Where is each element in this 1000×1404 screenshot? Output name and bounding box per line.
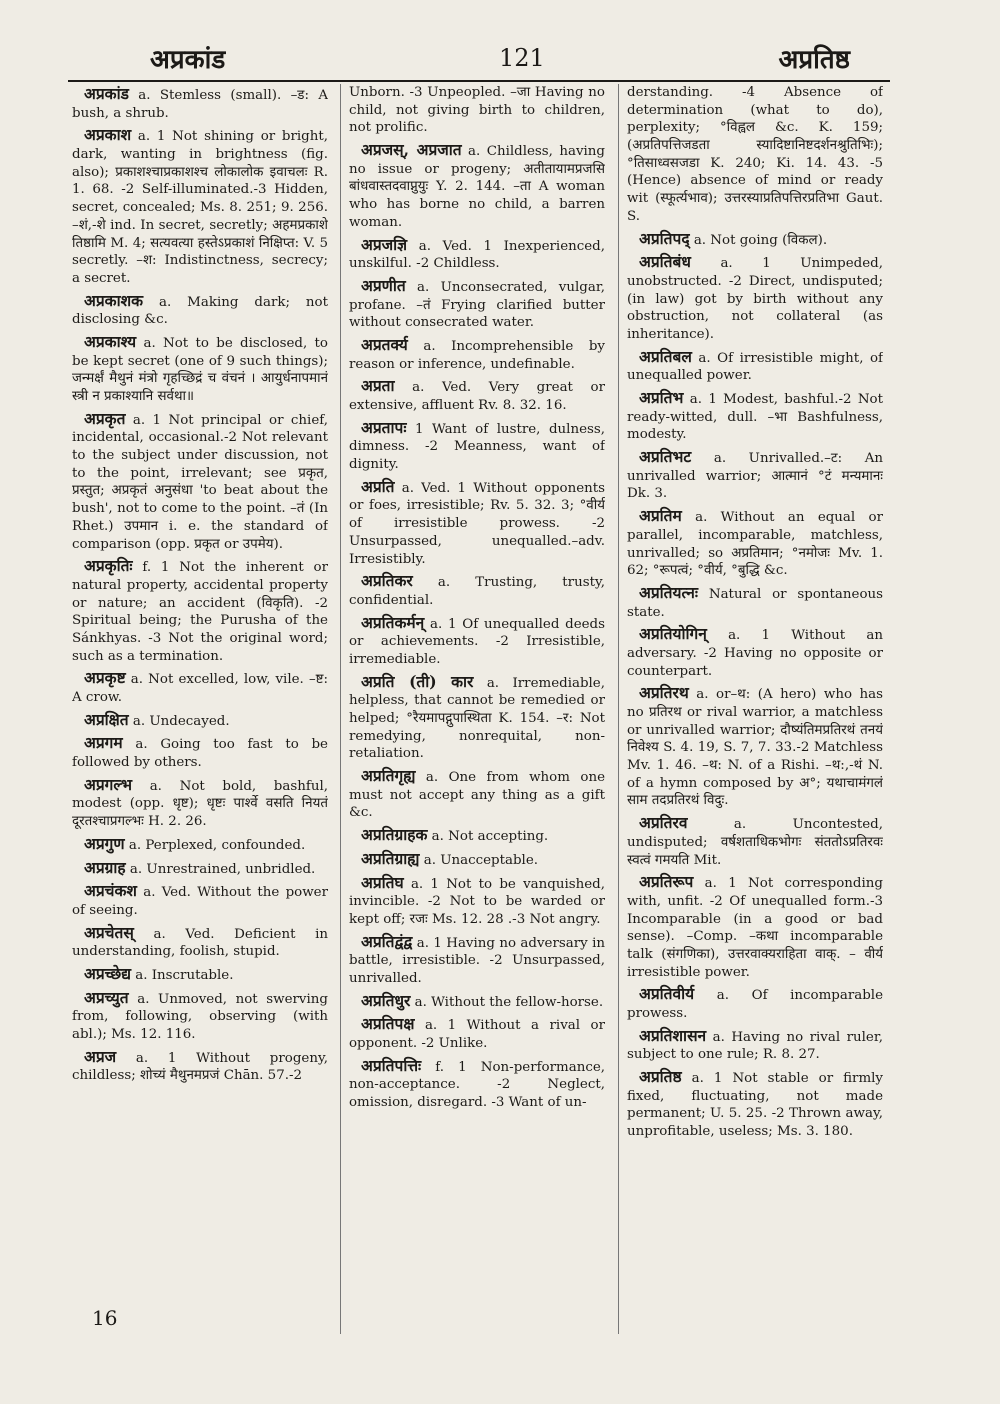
entry-headword: अप्रतियोगिन् (639, 624, 707, 644)
entry-headword: अप्रतापः (361, 417, 407, 437)
entry-headword: अप्रच्छेद्य (84, 963, 131, 983)
dictionary-entry (627, 388, 883, 444)
entry-definition: a. Childless, having no issue or progeny; अतीतायामप्रजसि बांधवास्तदवाप्नुयुः Y. 2. 144. –ता A woman who has borne no child, a barren woman. (349, 144, 605, 230)
entry-headword: अप्रतिघ (361, 872, 404, 892)
entry-definition: a. Having no rival ruler, subject to one rule; R. 8. 27. (627, 1029, 883, 1063)
entry-headword: अप्रतिभट (639, 447, 692, 467)
dictionary-entry (72, 733, 328, 771)
entry-definition: a. 1 Not to be vanquished, invincible. -2 Not to be warded or kept off; रजः Ms. 12. 28 .-3 Not angry. (349, 876, 605, 927)
dictionary-entry (627, 84, 883, 226)
entry-definition: a. Going too fast to be followed by others. (72, 737, 328, 771)
dictionary-entry (627, 506, 883, 580)
entry-definition: f. 1 Not the inherent or natural property, accidental property or nature; an accident (विकृति). -2 Spiritual being; the Purusha of the Sánkhyas. -3 Not the original word; such as a termination. (72, 560, 328, 664)
entry-definition: a. 1 Without an adversary. -2 Having no opposite or counterpart. (627, 628, 883, 679)
entry-headword: अप्रतियत्नः (639, 582, 698, 602)
dictionary-entry (349, 376, 605, 414)
entry-headword: अप्रतिपद् (639, 228, 690, 248)
dictionary-entry (627, 1067, 883, 1141)
entry-headword: अप्रकृतिः (84, 556, 133, 576)
dictionary-entry (349, 613, 605, 669)
dictionary-entry (72, 291, 328, 329)
entry-headword: अप्रगम (84, 733, 123, 753)
dictionary-entry (349, 766, 605, 822)
dictionary-entry (72, 409, 328, 554)
entry-definition: a. Not excelled, low, vile. –ष्ट: A crow. (72, 672, 328, 705)
entry-headword: अप्रति (ती) कार (361, 671, 474, 691)
entry-headword: अप्रतिपक्ष (361, 1014, 415, 1034)
dictionary-entry (72, 556, 328, 665)
entry-definition: a. 1 Not principal or chief, incidental, occasional.-2 Not relevant to the subject under discussion, not to the point, irrelevant; see प्रकृत, प्रस्तुत; अप्रकृतं अनुसंधा 'to beat about the bush', not to come to the point. –तं (In Rhet.) उपमान i. e. the standard of comparison (opp. प्रकृत or उपमेय). (72, 412, 328, 552)
entry-definition: Unborn. -3 Unpeopled. –जा Having no child, not giving birth to children, not prolific. (349, 85, 605, 136)
entry-definition: a. 1 Of unequalled deeds or achievements. -2 Irresistible, irremediable. (349, 616, 605, 667)
entry-definition: a. Ved. 1 Without opponents or foes, irresistible; Rv. 5. 32. 3; °वीर्य of irresistible prowess. -2 Unsurpassed, unequalled.–adv. Irresistibly. (349, 480, 605, 567)
entry-definition: a. Not to be disclosed, to be kept secret (one of 9 such things); जन्मर्क्षं मैथुनं मंत्रो गृहच्छिद्रं च वंचनं । आयुर्धनापमानं स्त्री न प्रकाश्यानि सर्वथा॥ (72, 335, 328, 404)
dictionary-entry (349, 1014, 605, 1052)
dictionary-entry (627, 229, 883, 250)
entry-definition: a. 1 Not shining or bright, dark, wanting in brightness (fig. also); प्रकाशश्चाप्रकाशश्च लोकालोक इवाचलः R. 1. 68. -2 Self-illuminated.-3 Hidden, secret, concealed; Ms. 8. 251; 9. 256. –शं,-शे ind. In secret, secretly; अहमप्रकाशे तिष्ठामि M. 4; सत्यवत्या हस्तेऽप्रकाशं निक्षिप्त: V. 5 secretly. –श: Indistinctness, secrecy; a secret. (72, 129, 328, 286)
entry-definition: a. Unrestrained, unbridled. (129, 861, 316, 877)
dictionary-entry (349, 418, 605, 474)
entry-headword: अप्रतिद्वंद्व (361, 931, 413, 951)
entry-definition: a. or–थ: (A hero) who has no प्रतिरथ or rival warrior, a matchless or unrivalled warrior; दौष्यंतिमप्रतिरथं तनयं निवेश्य S. 4. 19, S. 7, 7. 33.-2 Matchless Mv. 1. 46. –थ: N. of a Rishi. –थ:,-थं N. of a hymn composed by अ°; यथाचामंगलं साम तदप्रतिरथं विदुः. (627, 687, 883, 809)
dictionary-entry (349, 672, 605, 763)
dictionary-entry (72, 84, 328, 122)
entry-definition: a. Uncontested, undisputed; वर्षशताधिकभोगः संततोऽप्रतिरवः स्वत्वं गमयति Mit. (627, 817, 883, 868)
dictionary-entry (349, 1056, 605, 1112)
entry-headword: अप्रकाश (84, 125, 132, 145)
running-head-left-word: अप्रकांड (150, 45, 226, 75)
page-number: 121 (498, 44, 545, 72)
entry-headword: अप्रगुण (84, 833, 125, 853)
entry-definition: f. 1 Non-performance, non-acceptance. -2 Neglect, omission, disregard. -3 Want of un- (349, 1059, 605, 1111)
entry-headword: अप्रचंकश (84, 881, 137, 901)
entry-definition: a. Undecayed. (132, 713, 230, 729)
dictionary-entry (72, 775, 328, 831)
dictionary-entry (72, 332, 328, 406)
dictionary-entry (72, 834, 328, 855)
dictionary-entry (627, 252, 883, 343)
dictionary-entry (627, 447, 883, 503)
entry-definition: a. 1 Without a rival or opponent. -2 Unlike. (349, 1018, 605, 1051)
entry-headword: अप्रतिरथ (639, 683, 689, 703)
signature-mark: 16 (92, 1306, 118, 1330)
column-2 (340, 84, 605, 1334)
dictionary-entry (349, 276, 605, 332)
entry-definition: a. Perplexed, confounded. (128, 837, 306, 853)
entry-headword: अप्रणीत (361, 275, 406, 295)
header-rule (68, 80, 890, 82)
entry-headword: अप्रकृत (84, 408, 126, 428)
entry-definition: a. 1 Not stable or firmly fixed, fluctuating, not made permanent; U. 5. 25. -2 Thrown away, unprofitable, useless; Ms. 3. 180. (627, 1071, 883, 1140)
entry-definition: a. Of irresistible might, of unequalled power. (627, 350, 883, 384)
entry-definition: a. Unrivalled.–ट: An unrivalled warrior; आत्मानं °टं मन्यमानः Dk. 3. (627, 451, 883, 502)
entry-headword: अप्रतिरव (639, 813, 688, 833)
dictionary-entry (627, 583, 883, 621)
entry-definition: derstanding. -4 Absence of determination (what to do), perplexity; °विह्वल &c. K. 159; (अप्रतिपत्तिजडता स्यादिष्टानिष्टदर्शनश्रुतिभिः); °तिसाध्वसजडा K. 240; Ki. 14. 43. -5 (Hence) absence of mind or ready wit (स्फूर्त्यभाव); उत्तरस्याप्रतिपत्तिरप्रतिभा Gaut. S. (627, 85, 883, 224)
dictionary-entry (627, 872, 883, 981)
entry-headword: अप्रजज्ञि (361, 234, 408, 254)
entry-definition: a. Without an equal or parallel, incomparable, matchless, unrivalled; so अप्रतिमान; °नमोजः Mv. 1. 62; °रूपत्वं; °वीर्य, °बुद्धि &c. (627, 510, 883, 579)
entry-headword: अप्रता (361, 376, 395, 396)
entry-definition: a. Not bold, bashful, modest (opp. धृष्ट); धृष्टः पार्श्वे वसति नियतं दूरतश्चाप्रगल्भः H. 2. 26. (72, 778, 328, 830)
dictionary-entry (627, 347, 883, 385)
entry-definition: 1 Want of lustre, dulness, dimness. -2 Meanness, want of dignity. (349, 421, 605, 473)
entry-definition: a. Making dark; not disclosing &c. (72, 294, 328, 328)
dictionary-entry (349, 873, 605, 929)
entry-definition: a. Not going (विकल). (693, 232, 828, 248)
entry-headword: अप्रतिपत्तिः (361, 1055, 422, 1075)
entry-headword: अप्रतिवीर्य (639, 984, 695, 1004)
entry-definition: a. Incomprehensible by reason or inference, undefinable. (349, 338, 605, 372)
entry-definition: a. 1 Modest, bashful.-2 Not ready-witted, dull. –भा Bashfulness, modesty. (627, 392, 883, 443)
entry-headword: अप्रतिबल (639, 346, 692, 366)
column-3 (618, 84, 883, 1334)
entry-headword: अप्रकृष्ट (84, 668, 126, 688)
dictionary-entry (349, 477, 605, 568)
dictionary-entry (72, 710, 328, 731)
entry-definition: a. Of incomparable prowess. (627, 988, 883, 1021)
dictionary-entry (72, 1047, 328, 1085)
dictionary-entry (349, 849, 605, 870)
entry-definition: a. Inscrutable. (135, 967, 234, 983)
entry-headword: अप्रतिकर (361, 571, 413, 591)
dictionary-entry (627, 624, 883, 680)
entry-headword: अप्रतिष्ठ (639, 1067, 682, 1087)
entry-headword: अप्रतिम (639, 506, 682, 526)
dictionary-entry (349, 84, 605, 137)
dictionary-entry (349, 571, 605, 609)
entry-headword: अप्रतिभ (639, 388, 684, 407)
running-head-right-word: अप्रतिष्ठ (778, 45, 850, 75)
entry-headword: अप्रकाशक (84, 290, 144, 310)
dictionary-entry (627, 683, 883, 810)
entry-headword: अप्रतर्क्य (361, 334, 408, 354)
entry-definition: a. Without the fellow-horse. (414, 994, 604, 1010)
entry-headword: अप्रकाश्य (84, 331, 137, 351)
entry-headword: अप्रजस्, अप्रजात (361, 140, 462, 160)
entry-definition: a. Not accepting. (431, 829, 549, 845)
dictionary-entry (349, 235, 605, 273)
entry-definition: a. Stemless (small). –ड: A bush, a shrub. (72, 88, 328, 121)
entry-definition: a. Unmoved, not swerving from, following, observing (with abl.); Ms. 12. 116. (72, 991, 328, 1042)
running-head (150, 38, 850, 78)
dictionary-entry (72, 923, 328, 961)
dictionary-entry (349, 825, 605, 846)
entry-headword: अप्रतिकर्मन् (361, 612, 425, 632)
entry-headword: अप्रगल्भ (84, 774, 133, 794)
entry-definition: a. One from whom one must not accept any thing as a gift &c. (349, 770, 605, 821)
column-1 (72, 84, 328, 1334)
entry-definition: a. Irremediable, helpless, that cannot be remedied or helped; °रैयमापद्गुपास्थिता K. 154. –र: Not remedying, nonrequital, non-retaliation. (349, 675, 605, 762)
entry-definition: a. 1 Without progeny, childless; शोच्यं मैथुनमप्रजं Chān. 57.-2 (72, 1050, 328, 1084)
dictionary-entry (72, 964, 328, 985)
dictionary-entry (72, 988, 328, 1044)
entry-definition: a. Unacceptable. (423, 852, 539, 868)
entry-headword: अप्रतिरूप (639, 872, 694, 892)
entry-definition: a. Ved. Very great or extensive, affluent Rv. 8. 32. 16. (349, 380, 605, 413)
dictionary-entry (72, 668, 328, 706)
entry-headword: अप्रच्युत (84, 987, 129, 1007)
dictionary-entry (627, 984, 883, 1022)
entry-definition: a. Unconsecrated, vulgar, profane. –तं Frying clarified butter without consecrated water. (349, 279, 605, 331)
entry-definition: Natural or spontaneous state. (627, 586, 883, 620)
entry-definition: a. 1 Unimpeded, unobstructed. -2 Direct, undisputed; (in law) got by birth without any obstruction, not collateral (as inheritance). (627, 256, 883, 342)
entry-definition: a. Trusting, trusty, confidential. (349, 575, 605, 608)
dictionary-entry (349, 932, 605, 988)
dictionary-entry (72, 881, 328, 919)
entry-headword: अप्रतिग्राह्य (361, 848, 420, 868)
dictionary-entry (72, 125, 328, 287)
dictionary-entry (349, 140, 605, 231)
entry-definition: a. 1 Not corresponding with, unfit. -2 Of unequalled form.-3 Incomparable (in a good or bad sense). –Comp. –कथा incomparable talk (संगणिका), उत्तरवाक्यराहिता वाक्. – वीर्य irresistible power. (627, 876, 883, 980)
entry-headword: अप्रति (361, 476, 395, 496)
dictionary-entry (349, 991, 605, 1012)
dictionary-entry (627, 813, 883, 869)
dictionary-entry (72, 858, 328, 879)
entry-definition: a. Ved. 1 Inexperienced, unskilful. -2 Childless. (349, 238, 605, 272)
dictionary-entry (627, 1026, 883, 1064)
entry-headword: अप्रचेतस् (84, 922, 134, 942)
entry-headword: अप्रतिगृह्य (361, 766, 416, 786)
dictionary-entry (349, 335, 605, 373)
entry-definition: a. 1 Having no adversary in battle, irresistible. -2 Unsurpassed, unrivalled. (349, 935, 605, 986)
entry-headword: अप्रक्षित (84, 709, 129, 729)
entry-headword: अप्रतिशासन (639, 1025, 707, 1045)
entry-headword: अप्रतिबंध (639, 252, 691, 272)
entry-headword: अप्रतिधुर (361, 990, 411, 1010)
entry-headword: अप्रतिग्राहक (361, 825, 428, 845)
entry-definition: a. Ved. Without the power of seeing. (72, 885, 328, 918)
entry-headword: अप्रग्राह (84, 857, 126, 877)
entry-headword: अप्रकांड (84, 84, 129, 103)
entry-headword: अप्रज (84, 1046, 117, 1066)
entry-definition: a. Ved. Deficient in understanding, foolish, stupid. (72, 926, 328, 960)
